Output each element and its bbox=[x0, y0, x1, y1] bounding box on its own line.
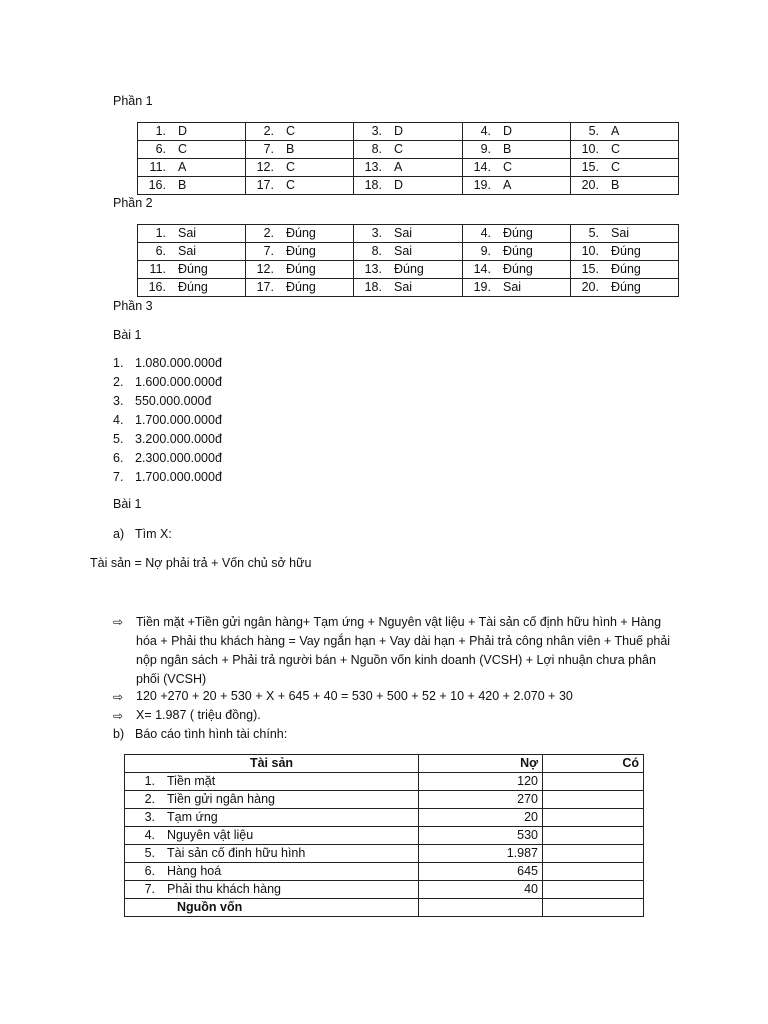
asset-name: Tài sản cố đinh hữu hình bbox=[167, 846, 306, 860]
bai1b-title: Bài 1 bbox=[113, 497, 142, 511]
answer-value: B bbox=[286, 142, 295, 156]
question-number: 3. bbox=[371, 124, 382, 138]
table-cell bbox=[571, 225, 679, 243]
credit-cell bbox=[543, 863, 644, 881]
financial-report-table bbox=[124, 754, 644, 917]
list-value: 2.300.000.000đ bbox=[135, 451, 222, 465]
answer-value: Đúng bbox=[286, 226, 316, 240]
asset-cell bbox=[125, 863, 419, 881]
debit-cell: 270 bbox=[419, 791, 543, 809]
answer-value: Đúng bbox=[286, 262, 316, 276]
credit-cell bbox=[543, 827, 644, 845]
header-credit: Có bbox=[543, 755, 644, 773]
row-number: 6. bbox=[144, 864, 155, 878]
list-number: 1. bbox=[113, 356, 124, 370]
question-number: 20. bbox=[581, 178, 599, 192]
question-number: 18. bbox=[364, 280, 382, 294]
footer-credit-cell bbox=[543, 899, 644, 917]
answer-value: Sai bbox=[394, 226, 413, 240]
header-debit: Nợ bbox=[419, 755, 543, 773]
answer-value: Sai bbox=[394, 244, 413, 258]
question-number: 17. bbox=[256, 280, 274, 294]
table-row bbox=[125, 863, 644, 881]
part-b-label: b) bbox=[113, 727, 125, 741]
table-row bbox=[138, 243, 679, 261]
answer-value: Đúng bbox=[611, 280, 641, 294]
table-footer-row bbox=[125, 899, 644, 917]
question-number: 17. bbox=[256, 178, 274, 192]
credit-cell bbox=[543, 791, 644, 809]
question-number: 2. bbox=[263, 226, 274, 240]
credit-cell bbox=[543, 773, 644, 791]
list-value: 1.080.000.000đ bbox=[135, 356, 222, 370]
debit-cell: 40 bbox=[419, 881, 543, 899]
asset-cell bbox=[125, 827, 419, 845]
table-cell bbox=[246, 261, 354, 279]
list-value: 1.600.000.000đ bbox=[135, 375, 222, 389]
table-cell bbox=[571, 141, 679, 159]
answer-value: A bbox=[611, 124, 620, 138]
debit-cell: 20 bbox=[419, 809, 543, 827]
table-cell bbox=[354, 141, 463, 159]
arrow-icon: ⇨ bbox=[113, 615, 124, 629]
table-row bbox=[138, 261, 679, 279]
list-number: 2. bbox=[113, 375, 124, 389]
x-result: X= 1.987 ( triệu đồng). bbox=[136, 708, 261, 722]
part-a-text: Tìm X: bbox=[135, 527, 172, 541]
header-asset: Tài sản bbox=[125, 755, 419, 773]
table-cell bbox=[463, 225, 571, 243]
table-cell bbox=[571, 177, 679, 195]
answer-value: A bbox=[178, 160, 187, 174]
answer-value: Sai bbox=[394, 280, 413, 294]
table-cell bbox=[246, 279, 354, 297]
part-a-label: a) bbox=[113, 527, 125, 541]
table-row bbox=[138, 159, 679, 177]
part1-answer-table bbox=[137, 122, 679, 195]
table-cell bbox=[571, 279, 679, 297]
list-item bbox=[113, 432, 222, 446]
answer-value: A bbox=[394, 160, 403, 174]
answer-value: B bbox=[503, 142, 512, 156]
list-item bbox=[113, 394, 211, 408]
question-number: 8. bbox=[371, 142, 382, 156]
question-number: 18. bbox=[364, 178, 382, 192]
question-number: 15. bbox=[581, 160, 599, 174]
arrow-icon: ⇨ bbox=[113, 690, 124, 704]
table-row bbox=[138, 177, 679, 195]
answer-value: Đúng bbox=[503, 244, 533, 258]
question-number: 19. bbox=[473, 178, 491, 192]
answer-value: B bbox=[178, 178, 187, 192]
table-cell bbox=[571, 159, 679, 177]
table-cell bbox=[138, 243, 246, 261]
question-number: 10. bbox=[581, 142, 599, 156]
table-cell bbox=[463, 243, 571, 261]
question-number: 10. bbox=[581, 244, 599, 258]
table-cell bbox=[246, 159, 354, 177]
question-number: 19. bbox=[473, 280, 491, 294]
answer-value: B bbox=[611, 178, 620, 192]
list-item bbox=[113, 356, 222, 370]
table-cell bbox=[246, 225, 354, 243]
footer-cell bbox=[125, 899, 419, 917]
balance-equation: Tài sản = Nợ phải trả + Vốn chủ sở hữu bbox=[90, 556, 312, 570]
table-row bbox=[138, 225, 679, 243]
asset-cell bbox=[125, 773, 419, 791]
table-row bbox=[125, 791, 644, 809]
list-value: 1.700.000.000đ bbox=[135, 413, 222, 427]
row-number: 3. bbox=[144, 810, 155, 824]
answer-value: C bbox=[178, 142, 188, 156]
part-b bbox=[113, 727, 287, 741]
question-number: 4. bbox=[480, 226, 491, 240]
answer-value: Đúng bbox=[503, 226, 533, 240]
asset-cell bbox=[125, 809, 419, 827]
table-cell bbox=[463, 159, 571, 177]
question-number: 9. bbox=[480, 142, 491, 156]
answer-value: Sai bbox=[503, 280, 522, 294]
asset-name: Tạm ứng bbox=[167, 810, 218, 824]
asset-name: Nguyên vật liệu bbox=[167, 828, 254, 842]
part-b-text: Báo cáo tình hình tài chính: bbox=[135, 727, 288, 741]
table-row bbox=[125, 773, 644, 791]
answer-value: C bbox=[286, 124, 296, 138]
debit-cell: 645 bbox=[419, 863, 543, 881]
list-number: 5. bbox=[113, 432, 124, 446]
table-cell bbox=[354, 177, 463, 195]
answer-value: Sai bbox=[611, 226, 630, 240]
part2-answer-table bbox=[137, 224, 679, 297]
answer-value: D bbox=[394, 178, 404, 192]
list-value: 1.700.000.000đ bbox=[135, 470, 222, 484]
answer-value: D bbox=[394, 124, 404, 138]
credit-cell bbox=[543, 881, 644, 899]
answer-value: Đúng bbox=[286, 244, 316, 258]
numeric-equation: 120 +270 + 20 + 530 + X + 645 + 40 = 530 + 500 + 52 + 10 + 420 + 2.070 + 30 bbox=[136, 689, 573, 703]
row-number: 4. bbox=[144, 828, 155, 842]
answer-value: C bbox=[394, 142, 404, 156]
table-cell bbox=[138, 177, 246, 195]
table-row bbox=[138, 123, 679, 141]
question-number: 6. bbox=[155, 244, 166, 258]
answer-value: C bbox=[286, 178, 296, 192]
table-cell bbox=[571, 123, 679, 141]
answer-value: Đúng bbox=[286, 280, 316, 294]
question-number: 14. bbox=[473, 262, 491, 276]
footer-debit-cell bbox=[419, 899, 543, 917]
table-cell bbox=[354, 261, 463, 279]
list-number: 3. bbox=[113, 394, 124, 408]
asset-cell bbox=[125, 881, 419, 899]
table-cell bbox=[463, 279, 571, 297]
question-number: 2. bbox=[263, 124, 274, 138]
table-cell bbox=[463, 123, 571, 141]
question-number: 16. bbox=[148, 178, 166, 192]
list-number: 4. bbox=[113, 413, 124, 427]
question-number: 1. bbox=[155, 226, 166, 240]
table-cell bbox=[571, 261, 679, 279]
answer-value: D bbox=[503, 124, 513, 138]
footer-label: Nguồn vốn bbox=[177, 900, 243, 914]
question-number: 5. bbox=[588, 124, 599, 138]
expanded-equation: Tiền mặt +Tiền gửi ngân hàng+ Tạm ứng + Nguyên vật liệu + Tài sản cố định hữu hình + Hàng hóa + Phải thu khách hàng = Vay ngắn hạn + Vay dài hạn + Phải trả công nhân viên + Thuế phải nộp ngân sách + Phải trả người bán + Nguồn vốn kinh doanh (VCSH) + Lợi nhuận chưa phân phối (VCSH) bbox=[136, 615, 671, 686]
asset-name: Tiền gửi ngân hàng bbox=[167, 792, 275, 806]
table-cell bbox=[138, 123, 246, 141]
question-number: 13. bbox=[364, 160, 382, 174]
table-cell bbox=[354, 159, 463, 177]
asset-cell bbox=[125, 845, 419, 863]
part3-heading: Phần 3 bbox=[113, 299, 153, 313]
table-cell bbox=[138, 279, 246, 297]
part-a bbox=[113, 527, 172, 541]
asset-name: Hàng hoá bbox=[167, 864, 222, 878]
question-number: 7. bbox=[263, 142, 274, 156]
row-number: 1. bbox=[144, 774, 155, 788]
answer-value: Đúng bbox=[611, 244, 641, 258]
question-number: 4. bbox=[480, 124, 491, 138]
list-value: 3.200.000.000đ bbox=[135, 432, 222, 446]
credit-cell bbox=[543, 845, 644, 863]
table-row bbox=[125, 881, 644, 899]
part2-heading: Phần 2 bbox=[113, 196, 153, 210]
question-number: 11. bbox=[149, 262, 166, 276]
answer-value: Sai bbox=[178, 244, 197, 258]
table-row bbox=[125, 809, 644, 827]
question-number: 5. bbox=[588, 226, 599, 240]
list-item bbox=[113, 470, 222, 484]
question-number: 12. bbox=[256, 160, 274, 174]
list-item bbox=[113, 375, 222, 389]
table-cell bbox=[138, 225, 246, 243]
question-number: 3. bbox=[371, 226, 382, 240]
bai1-title: Bài 1 bbox=[113, 328, 142, 342]
row-number: 2. bbox=[144, 792, 155, 806]
question-number: 12. bbox=[256, 262, 274, 276]
question-number: 16. bbox=[148, 280, 166, 294]
table-row bbox=[125, 845, 644, 863]
question-number: 9. bbox=[480, 244, 491, 258]
answer-value: A bbox=[503, 178, 512, 192]
answer-value: Đúng bbox=[503, 262, 533, 276]
question-number: 20. bbox=[581, 280, 599, 294]
table-cell bbox=[138, 141, 246, 159]
question-number: 7. bbox=[263, 244, 274, 258]
table-cell bbox=[463, 261, 571, 279]
question-number: 6. bbox=[155, 142, 166, 156]
answer-value: C bbox=[611, 160, 621, 174]
table-header-row bbox=[125, 755, 644, 773]
asset-cell bbox=[125, 791, 419, 809]
answer-value: C bbox=[503, 160, 513, 174]
table-cell bbox=[354, 243, 463, 261]
table-row bbox=[125, 827, 644, 845]
table-cell bbox=[354, 123, 463, 141]
table-cell bbox=[463, 177, 571, 195]
table-cell bbox=[246, 243, 354, 261]
part1-heading: Phần 1 bbox=[113, 94, 153, 108]
debit-cell: 1.987 bbox=[419, 845, 543, 863]
table-cell bbox=[354, 279, 463, 297]
asset-name: Tiền mặt bbox=[167, 774, 216, 788]
table-cell bbox=[138, 159, 246, 177]
table-cell bbox=[463, 141, 571, 159]
row-number: 5. bbox=[144, 846, 155, 860]
question-number: 15. bbox=[581, 262, 599, 276]
answer-value: Đúng bbox=[178, 262, 208, 276]
list-number: 7. bbox=[113, 470, 124, 484]
debit-cell: 120 bbox=[419, 773, 543, 791]
answer-value: D bbox=[178, 124, 188, 138]
table-cell bbox=[246, 141, 354, 159]
answer-value: C bbox=[611, 142, 621, 156]
question-number: 1. bbox=[155, 124, 166, 138]
table-cell bbox=[246, 177, 354, 195]
table-row bbox=[138, 141, 679, 159]
table-cell bbox=[138, 261, 246, 279]
debit-cell: 530 bbox=[419, 827, 543, 845]
table-cell bbox=[571, 243, 679, 261]
list-item bbox=[113, 451, 222, 465]
question-number: 13. bbox=[364, 262, 382, 276]
answer-value: Đúng bbox=[394, 262, 424, 276]
answer-value: Sai bbox=[178, 226, 197, 240]
list-number: 6. bbox=[113, 451, 124, 465]
table-cell bbox=[354, 225, 463, 243]
list-value: 550.000.000đ bbox=[135, 394, 212, 408]
question-number: 14. bbox=[473, 160, 491, 174]
answer-value: C bbox=[286, 160, 296, 174]
list-item bbox=[113, 413, 222, 427]
question-number: 11. bbox=[149, 160, 166, 174]
credit-cell bbox=[543, 809, 644, 827]
row-number: 7. bbox=[144, 882, 155, 896]
arrow-icon: ⇨ bbox=[113, 709, 124, 723]
asset-name: Phải thu khách hàng bbox=[167, 882, 281, 896]
answer-value: Đúng bbox=[178, 280, 208, 294]
table-row bbox=[138, 279, 679, 297]
question-number: 8. bbox=[371, 244, 382, 258]
table-cell bbox=[246, 123, 354, 141]
answer-value: Đúng bbox=[611, 262, 641, 276]
